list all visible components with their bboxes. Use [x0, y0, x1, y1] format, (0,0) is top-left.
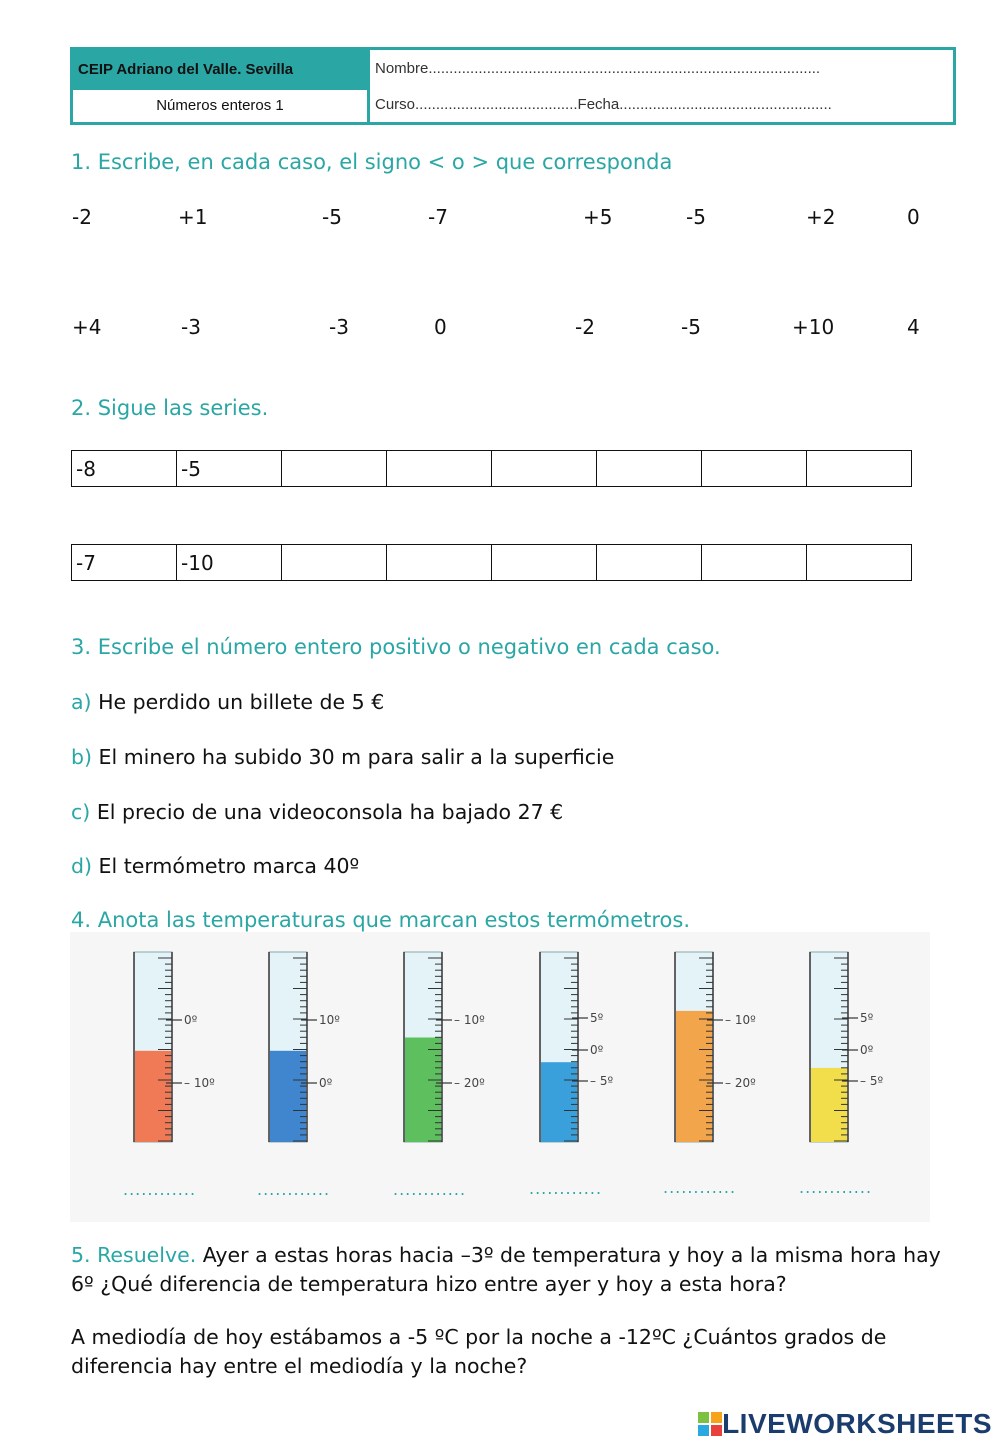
item-text: He perdido un billete de 5 € [98, 690, 385, 714]
q3-item-d [71, 854, 359, 878]
scale-label: 0º [590, 1043, 604, 1057]
series-cell: -10 [177, 545, 282, 581]
item-text: El minero ha subido 30 m para salir a la superficie [98, 745, 615, 769]
q1-number: -3 [181, 315, 201, 339]
item-label: d) [71, 854, 93, 878]
answer-blank[interactable]: ............ [799, 1178, 873, 1197]
scale-label: – 5º [590, 1074, 614, 1088]
q1-number: -5 [681, 315, 701, 339]
school-name: CEIP Adriano del Valle. Sevilla [73, 50, 367, 88]
question-5 [71, 1241, 941, 1299]
q1-number: -2 [72, 205, 92, 229]
q1-number: +2 [806, 205, 836, 229]
q1-number: -2 [575, 315, 595, 339]
q1-number: +1 [178, 205, 208, 229]
series-cell: -7 [72, 545, 177, 581]
answer-blank[interactable]: ............ [123, 1180, 197, 1199]
q1-number: 0 [434, 315, 447, 339]
question-1-title: 1. Escribe, en cada caso, el signo < o > que corresponda [71, 150, 673, 174]
name-field[interactable]: Nombre.............................................................................................. [375, 60, 821, 77]
scale-label: – 10º [725, 1013, 756, 1027]
question-5-text: Ayer a estas horas hacia –3º de temperatura y hoy a la misma hora hay 6º ¿Qué diferencia de temperatura hizo entre ayer y hoy a esta hora? [71, 1243, 941, 1296]
q1-number: -5 [686, 205, 706, 229]
series-cell: -8 [72, 451, 177, 487]
question-3-title: 3. Escribe el número entero positivo o negativo en cada caso. [71, 635, 721, 659]
q3-item-b [71, 745, 614, 769]
series-answer-cell[interactable] [282, 545, 387, 581]
series-table-2 [71, 544, 912, 581]
item-label: b) [71, 745, 93, 769]
q3-item-c [71, 800, 563, 824]
series-cell: -5 [177, 451, 282, 487]
thermometer-liquid [405, 1038, 441, 1143]
scale-label: 0º [860, 1043, 874, 1057]
answer-blank[interactable]: ............ [393, 1180, 467, 1199]
item-label: c) [71, 800, 91, 824]
q1-number: +4 [72, 315, 102, 339]
scale-label: 10º [319, 1013, 340, 1027]
item-text: El precio de una videoconsola ha bajado 27 € [96, 800, 564, 824]
scale-label: – 10º [454, 1013, 485, 1027]
q1-number: -7 [428, 205, 448, 229]
q1-number: +5 [583, 205, 613, 229]
series-answer-cell[interactable] [807, 451, 912, 487]
answer-blank[interactable]: ............ [257, 1180, 331, 1199]
scale-label: 5º [590, 1011, 604, 1025]
brand-text: LIVEWORKSHEETS [722, 1408, 992, 1439]
item-text: El termómetro marca 40º [98, 854, 360, 878]
answer-blank[interactable]: ............ [663, 1178, 737, 1197]
q1-number: +10 [792, 315, 835, 339]
scale-label: 0º [319, 1076, 333, 1090]
series-answer-cell[interactable] [702, 451, 807, 487]
question-5-second-problem: A mediodía de hoy estábamos a -5 ºC por la noche a -12ºC ¿Cuántos grados de diferencia hay entre el mediodía y la noche? [71, 1325, 887, 1378]
series-answer-cell[interactable] [492, 545, 597, 581]
scale-label: 0º [184, 1013, 198, 1027]
scale-label: – 10º [184, 1076, 215, 1090]
question-2-title: 2. Sigue las series. [71, 396, 269, 420]
liveworksheets-logo [698, 1408, 992, 1440]
series-answer-cell[interactable] [597, 451, 702, 487]
series-answer-cell[interactable] [492, 451, 597, 487]
header-vertical-divider [367, 50, 370, 122]
q1-number: 4 [907, 315, 920, 339]
series-answer-cell[interactable] [597, 545, 702, 581]
scale-label: – 20º [725, 1076, 756, 1090]
worksheet-subject: Números enteros 1 [156, 97, 284, 114]
q1-number: -5 [322, 205, 342, 229]
thermometer-liquid [811, 1068, 847, 1142]
question-5-title: 5. Resuelve. [71, 1243, 197, 1267]
header-box [70, 47, 956, 125]
course-date-field[interactable]: Curso.......................................Fecha................................................... [375, 96, 832, 113]
q1-number: -3 [329, 315, 349, 339]
item-label: a) [71, 690, 92, 714]
series-answer-cell[interactable] [807, 545, 912, 581]
answer-blank[interactable]: ............ [529, 1179, 603, 1198]
scale-label: – 20º [454, 1076, 485, 1090]
series-answer-cell[interactable] [387, 545, 492, 581]
series-answer-cell[interactable] [387, 451, 492, 487]
series-answer-cell[interactable] [702, 545, 807, 581]
series-answer-cell[interactable] [282, 451, 387, 487]
series-table-1 [71, 450, 912, 487]
q1-number: 0 [907, 205, 920, 229]
scale-label: – 5º [860, 1074, 884, 1088]
liveworksheets-icon [698, 1412, 722, 1436]
q3-item-a [71, 690, 384, 714]
question-4-title: 4. Anota las temperaturas que marcan estos termómetros. [71, 908, 691, 932]
scale-label: 5º [860, 1011, 874, 1025]
